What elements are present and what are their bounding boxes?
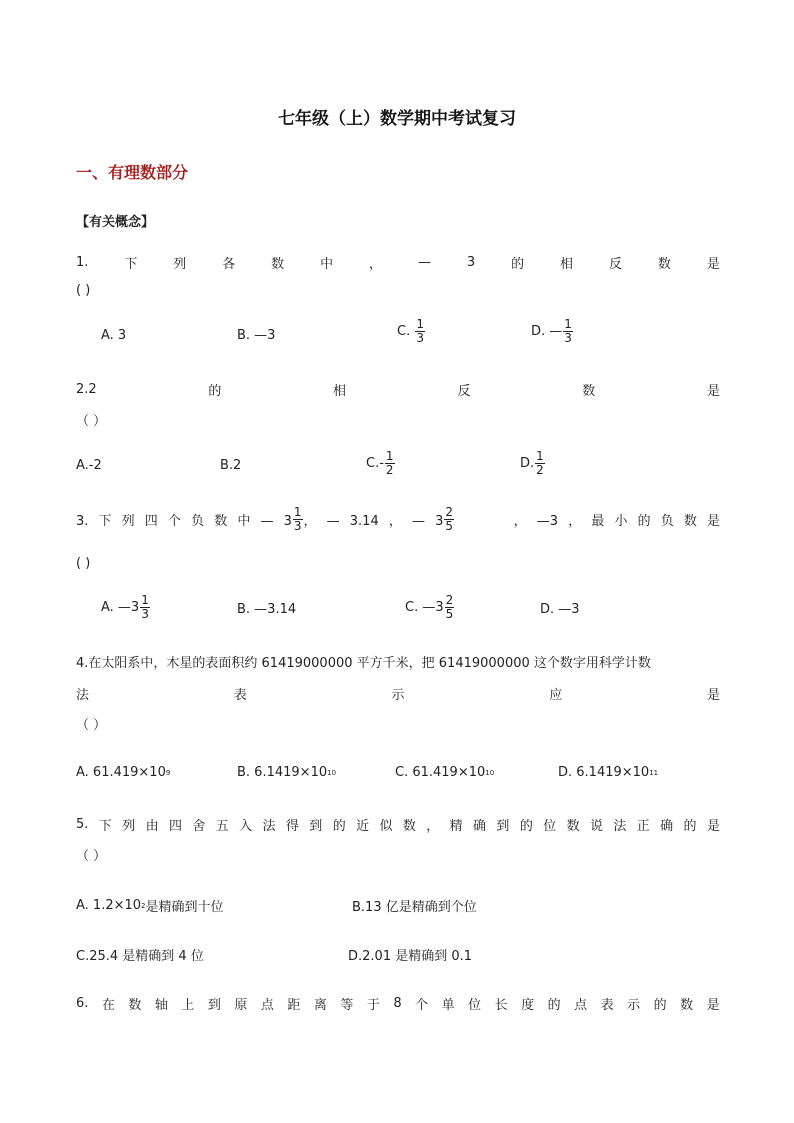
question-char: 的 (547, 998, 561, 1013)
question-3-tail: ， —3 ， 最 小 的 负 数 是 (513, 513, 720, 529)
question-1-line (76, 253, 720, 272)
question-char: 上 (181, 998, 195, 1013)
question-char: 得 (285, 819, 299, 834)
question-char: 似 (379, 819, 393, 834)
question-char: 五 (215, 819, 229, 834)
question-char: 是 (706, 257, 720, 272)
question-char: 离 (313, 998, 327, 1013)
question-char: 数 (402, 819, 416, 834)
question-char: 应 (549, 688, 563, 703)
question-char: 原 (234, 998, 248, 1013)
question-char: 数 (566, 819, 580, 834)
question-char: 精 (449, 819, 463, 834)
fraction: $\frac{1}{3}$ (293, 505, 302, 533)
question-1-answer-paren: ( ) (76, 283, 91, 298)
question-char: 数 (582, 384, 596, 399)
question-char: 四 (168, 819, 182, 834)
q3-option-a-label: A. —3 (101, 599, 140, 615)
question-char: 是 (706, 998, 720, 1013)
question-char: 是 (706, 688, 720, 703)
question-char: 2.2 (76, 382, 97, 397)
question-char: 度 (521, 998, 535, 1013)
question-char: 单 (441, 998, 455, 1013)
q3-option-b: B. —3.14 (237, 602, 297, 617)
question-char: 等 (340, 998, 354, 1013)
question-char: 确 (473, 819, 487, 834)
q5-option-d: D.2.01 是精确到 0.1 (348, 949, 473, 964)
q3-option-c (405, 594, 455, 620)
question-3-answer-paren: ( ) (76, 556, 91, 571)
question-char: 的 (332, 819, 346, 834)
q1-option-c-label: C. (397, 323, 411, 339)
question-char: 数 (271, 257, 285, 272)
q3-option-a (101, 594, 151, 620)
category-heading: 【有关概念】 (76, 215, 155, 230)
question-char: 法 (76, 688, 90, 703)
question-char: 的 (519, 819, 533, 834)
question-char: 个 (415, 998, 429, 1013)
question-char: 近 (356, 819, 370, 834)
q1-option-b: B. —3 (237, 328, 276, 343)
q4-option-c: C. 61.419×10 10 (395, 765, 495, 780)
q1-option-c (397, 318, 426, 344)
question-char: 列 (122, 819, 136, 834)
question-char: 反 (608, 257, 622, 272)
question-char: 示 (627, 998, 641, 1013)
q2-option-a: A.-2 (76, 458, 102, 473)
question-char: 下 (98, 819, 112, 834)
question-char: 表 (600, 998, 614, 1013)
question-char: 是 (706, 819, 720, 834)
fraction: $\frac{1}{2}$ (385, 449, 394, 477)
question-char: 说 (589, 819, 603, 834)
question-6-line (76, 994, 720, 1013)
question-char: 确 (660, 819, 674, 834)
question-char: 表 (233, 688, 247, 703)
fraction: $\frac{1}{2}$ (536, 449, 544, 477)
q4-option-b: B. 6.1419×10 10 (237, 765, 337, 780)
question-char: 由 (145, 819, 159, 834)
question-char: 中 (320, 257, 334, 272)
fraction: $\frac{1}{3}$ (416, 317, 424, 345)
fraction: $\frac{1}{3}$ (564, 317, 572, 345)
q2-option-b: B.2 (220, 458, 242, 473)
question-4-line-2 (76, 684, 720, 703)
q1-option-d (531, 318, 574, 344)
fraction: $\frac{1}{3}$ (141, 593, 149, 621)
question-char: 法 (262, 819, 276, 834)
question-3-line (76, 506, 720, 532)
question-char: 到 (496, 819, 510, 834)
question-5-answer-paren: （ ） (76, 849, 107, 864)
q1-option-a: A. 3 (101, 328, 127, 343)
question-char: 下 (124, 257, 138, 272)
question-char: 各 (222, 257, 236, 272)
question-char: 的 (683, 819, 697, 834)
q2-option-c (366, 450, 396, 476)
question-char: 示 (391, 688, 405, 703)
question-char: 正 (636, 819, 650, 834)
fraction: $\frac{2}{5}$ (445, 593, 454, 621)
question-char: ， (369, 257, 383, 272)
question-char: 1. (76, 255, 89, 270)
question-char: 的 (208, 384, 222, 399)
question-char: 长 (494, 998, 508, 1013)
q2-option-d (520, 450, 546, 476)
page-title: 七年级（上）数学期中考试复习 (278, 109, 516, 129)
q1-option-d-label: D. — (531, 323, 563, 339)
question-char: 点 (260, 998, 274, 1013)
section-heading: 一、有理数部分 (76, 163, 189, 182)
question-char: 法 (613, 819, 627, 834)
question-char: 在 (101, 998, 115, 1013)
question-char: 轴 (154, 998, 168, 1013)
q4-option-a: A. 61.419×10 9 (76, 765, 171, 780)
question-char: 3 (466, 255, 476, 270)
question-char: 舍 (192, 819, 206, 834)
q2-option-c-label: C.- (366, 455, 384, 471)
q5-option-a: A. 1.2×10 2 是精确到十位 (76, 898, 224, 915)
question-char: 到 (309, 819, 323, 834)
question-char: 的 (511, 257, 525, 272)
question-char: 5. (76, 817, 89, 832)
question-char: 是 (706, 384, 720, 399)
question-char: 数 (680, 998, 694, 1013)
question-4-answer-paren: （ ） (76, 718, 107, 733)
question-char: 6. (76, 996, 89, 1011)
question-3-lead: 3. 下 列 四 个 负 数 中 — 3 (76, 513, 292, 529)
question-char: 点 (574, 998, 588, 1013)
question-char: 相 (332, 384, 346, 399)
question-2-line (76, 380, 720, 399)
question-char: 8 (393, 996, 402, 1011)
q5-option-c: C.25.4 是精确到 4 位 (76, 949, 204, 964)
question-char: 相 (560, 257, 574, 272)
question-char: 数 (128, 998, 142, 1013)
q3-option-c-label: C. —3 (405, 599, 444, 615)
q3-option-d: D. —3 (540, 602, 580, 617)
question-char: 数 (657, 257, 671, 272)
question-char: ， (426, 819, 440, 834)
question-5-line (76, 815, 720, 834)
q4-option-d: D. 6.1419×10 11 (558, 765, 659, 780)
question-3-mid: ， — 3.14 ， — 3 (303, 513, 444, 529)
question-char: 的 (653, 998, 667, 1013)
question-char: — (417, 255, 431, 270)
question-4-line-1: 4.在太阳系中，木星的表面积约 61419000000 平方千米，把 61419000000 这个数字用科学计数 (76, 656, 651, 671)
question-char: 入 (239, 819, 253, 834)
question-char: 位 (543, 819, 557, 834)
question-char: 列 (173, 257, 187, 272)
q2-option-d-label: D. (520, 455, 535, 471)
question-char: 位 (468, 998, 482, 1013)
question-2-answer-paren: （ ） (76, 414, 107, 429)
question-char: 到 (207, 998, 221, 1013)
q5-option-b: B.13 亿是精确到个位 (352, 900, 477, 915)
question-char: 于 (366, 998, 380, 1013)
fraction: $\frac{2}{5}$ (445, 505, 454, 533)
question-char: 距 (287, 998, 301, 1013)
question-char: 反 (457, 384, 471, 399)
